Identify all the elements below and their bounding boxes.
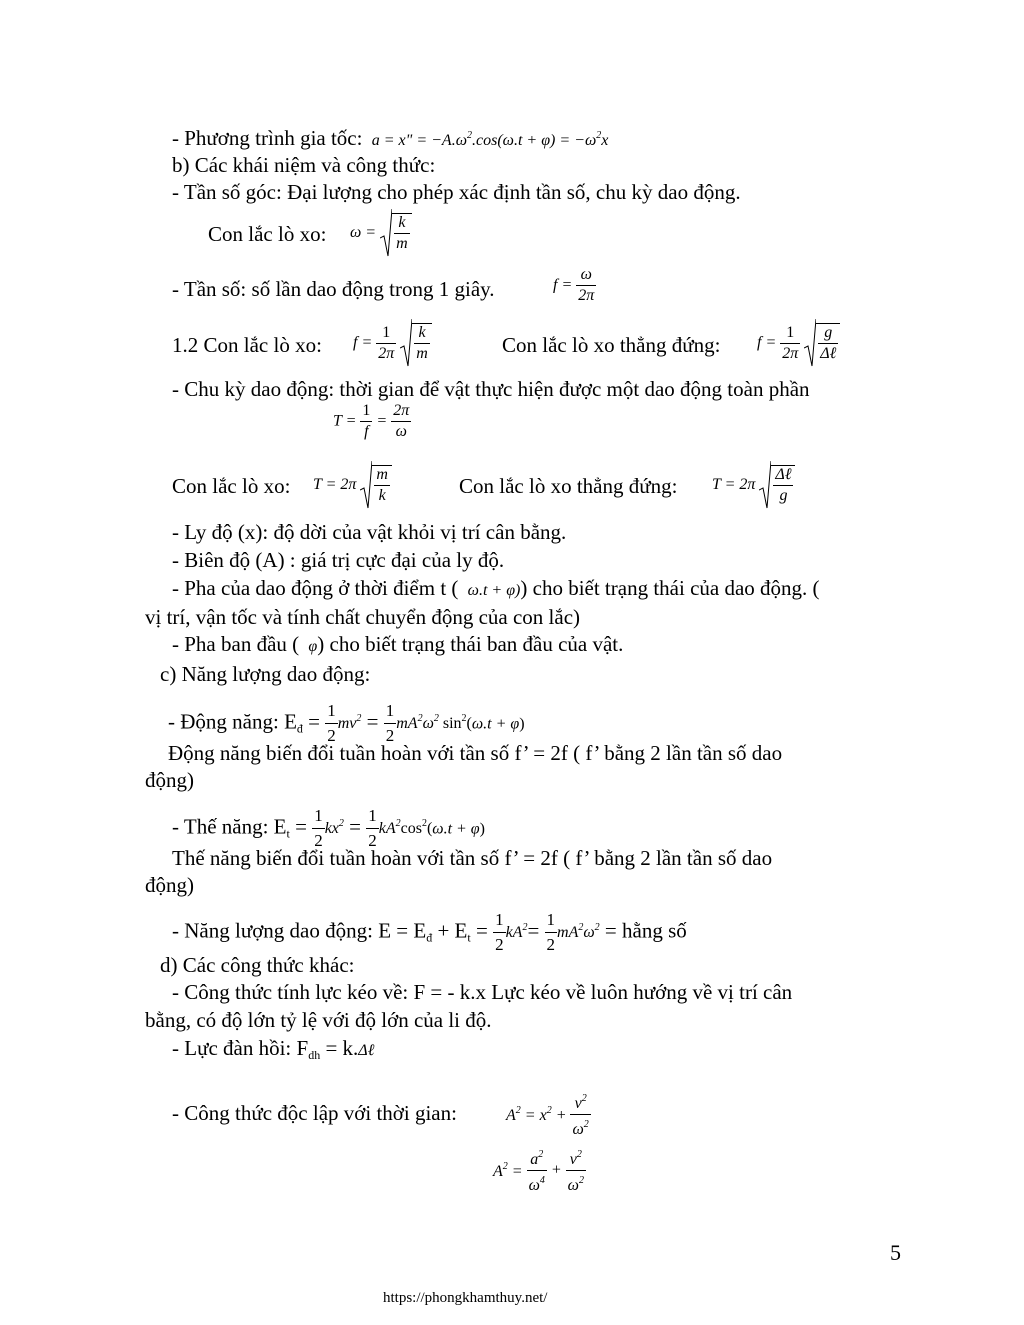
potential-energy-text: Thế năng biến đổi tuần hoàn với tần số f’ = 2f ( f’ bằng 2 lần tần số dao: [172, 846, 773, 870]
spring-omega-label: Con lắc lò xo:: [208, 222, 327, 246]
independent-formula-label: - Công thức độc lập với thời gian:: [172, 1101, 457, 1125]
period-formula: T = $\frac{1}{f}$ = $\frac{2\pi}{\omega}$: [333, 402, 410, 440]
phase-definition: - Pha của dao động ở thời điểm t ( ω.t + φ)) cho biết trạng thái của dao động. (: [172, 576, 820, 600]
omega-formula: ω = $\frac{k}{m}$: [350, 208, 412, 258]
accel-formula: a = x" = $-A.\omega^2.\cos(\omega.t + \varphi) = -\omega^2x$: [367, 130, 609, 149]
spring-period-label: Con lắc lò xo:: [172, 474, 291, 498]
phase-definition-cont: vị trí, vận tốc và tính chất chuyển động của con lắc): [145, 605, 581, 629]
potential-energy-line: - Thế năng: $E_t$ = $\frac{1}{2}$ $kx^2$ = $\frac{1}{2}$ $kA^2\cos^2(\omega.t + \varphi)$: [172, 806, 485, 850]
independent-formula-1: $A^2 = x^2$ + $\frac{v^2}{\omega^2}$: [506, 1090, 591, 1139]
elastic-force: - Lực đàn hồi: $F_{dh}$ = k.Δℓ: [172, 1036, 375, 1062]
vertical-frequency-formula: f = $\frac{1}{2\pi}$ $\frac{g}{\text{Δℓ}}$: [757, 318, 840, 368]
section-d-title: d) Các công thức khác:: [160, 953, 355, 977]
footer-url[interactable]: https://phongkhamthuy.net/: [383, 1290, 548, 1306]
spring-period-formula: T = 2π $\frac{m}{k}$: [313, 460, 392, 510]
period-definition: - Chu kỳ dao động: thời gian để vật thực hiện được một dao động toàn phần: [172, 377, 810, 401]
total-energy-line: - Năng lượng dao động: $E = E_đ + E_t$ = $\frac{1}{2}$ $kA^2=$ $\frac{1}{2}$ $mA^2\omega^2$ = hằng số: [172, 910, 687, 954]
spring-frequency-label: 1.2 Con lắc lò xo:: [172, 333, 322, 357]
vertical-period-label: Con lắc lò xo thẳng đứng:: [459, 474, 678, 498]
initial-phase-definition: - Pha ban đầu ( φ) cho biết trạng thái ban đầu của vật.: [172, 632, 624, 656]
section-b-title: b) Các khái niệm và công thức:: [172, 153, 436, 177]
kinetic-energy-line: - Động năng: $E_đ$ = $\frac{1}{2}$ $mv^2$ = $\frac{1}{2}$ $mA^2\omega^2$ $\sin^2(\omega.t + \varphi)$: [168, 701, 525, 745]
frequency-definition: - Tần số: số lần dao động trong 1 giây.: [172, 277, 495, 301]
restoring-force-cont: bằng, có độ lớn tỷ lệ với độ lớn của li độ.: [145, 1008, 492, 1032]
accel-line: - Phương trình gia tốc: a = x" = $-A.\omega^2.\cos(\omega.t + \varphi) = -\omega^2x$: [172, 126, 609, 150]
displacement-definition: - Ly độ (x): độ dời của vật khỏi vị trí cân bằng.: [172, 520, 567, 544]
kinetic-energy-text-cont: động): [145, 768, 194, 792]
vertical-frequency-label: Con lắc lò xo thẳng đứng:: [502, 333, 721, 357]
vertical-period-formula: T = 2π $\frac{\text{Δℓ}}{g}$: [712, 460, 795, 510]
restoring-force: - Công thức tính lực kéo về: F = - k.x Lực kéo về luôn hướng về vị trí cân: [172, 980, 793, 1004]
frequency-formula: f = $\frac{\omega}{2\pi}$: [553, 266, 595, 304]
kinetic-energy-text: Động năng biến đổi tuần hoàn với tần số f’ = 2f ( f’ bằng 2 lần tần số dao: [168, 741, 783, 765]
omega-definition: - Tần số góc: Đại lượng cho phép xác định tần số, chu kỳ dao động.: [172, 180, 741, 204]
page-number: 5: [890, 1240, 901, 1265]
amplitude-definition: - Biên độ (A) : giá trị cực đại của ly độ.: [172, 548, 505, 572]
independent-formula-2: $A^2$ = $\frac{a^2}{\omega^4}$ + $\frac{v^2}{\omega^2}$: [493, 1146, 586, 1195]
section-c-title: c) Năng lượng dao động:: [160, 662, 371, 686]
potential-energy-text-cont: động): [145, 873, 194, 897]
spring-frequency-formula: f = $\frac{1}{2\pi}$ $\frac{k}{m}$: [353, 318, 432, 368]
